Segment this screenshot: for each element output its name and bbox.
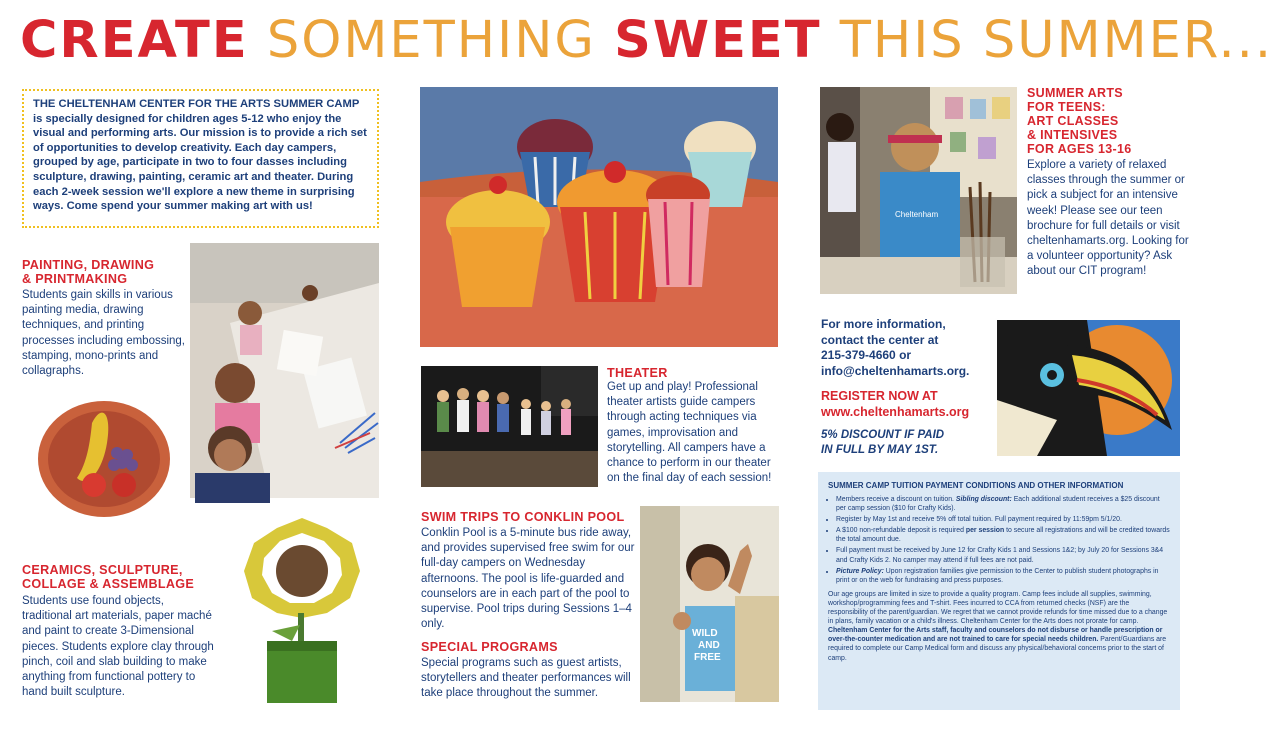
special-section xyxy=(421,640,636,702)
clay-bowl-image xyxy=(32,393,176,521)
girl-flexing-photo xyxy=(640,506,779,702)
contact-email[interactable]: info@cheltenhamarts.org. xyxy=(821,363,970,378)
painting-class-photo xyxy=(190,243,379,498)
contact-phone[interactable]: 215-379-4660 or xyxy=(821,348,912,363)
tuition-title: SUMMER CAMP TUITION PAYMENT CONDITIONS AND OTHER INFORMATION xyxy=(828,481,1124,490)
shirt-text-and: AND xyxy=(698,640,720,651)
shirt-text-free: FREE xyxy=(694,652,721,663)
discount-block xyxy=(821,428,1021,458)
flower-sculpture-image xyxy=(232,513,372,705)
discount-line2: IN FULL BY MAY 1ST. xyxy=(821,444,939,456)
headline xyxy=(20,10,1273,72)
tuition-item-4: • Full payment must be received by June 12 for Crafty Kids 1 and Sessions 1&2; by July 20 for Sessions 3&4 and Crafty Kids 2. No camper may attend if full fees are not paid. xyxy=(836,546,1170,564)
register-url[interactable]: www.cheltenhamarts.org xyxy=(821,404,970,419)
swim-section xyxy=(421,510,636,632)
teen-shirt-text: Cheltenham xyxy=(895,210,939,219)
painting-title-line1: PAINTING, DRAWING xyxy=(22,258,155,272)
swim-title: SWIM TRIPS TO CONKLIN POOL xyxy=(421,510,625,524)
tuition-info-box xyxy=(818,472,1180,710)
tuition-item-5: • Picture Policy: Upon registration families give permission to the Center to publish student photographs in print or on the web for fundraising and press purposes. xyxy=(836,567,1170,585)
register-line1: REGISTER NOW AT xyxy=(821,389,938,403)
teens-title-2: FOR TEENS: xyxy=(1027,100,1106,114)
contact-line1: For more information, xyxy=(821,317,946,331)
painting-body: Students gain skills in various painting media, drawing techniques, and printing processes including embossing, stamping, mono-prints and collagraphs. xyxy=(22,289,186,378)
special-title: SPECIAL PROGRAMS xyxy=(421,640,558,654)
theater-body: Get up and play! Professional theater artists guide campers through acting techniques via games, improvisation and storytelling. All campers have a chance to perform in our theater on the final day of each session! xyxy=(607,381,772,485)
contact-line2: contact the center at xyxy=(821,332,939,347)
ceramics-title-line1: CERAMICS, SCULPTURE, xyxy=(22,563,183,577)
teens-title-1: SUMMER ARTS xyxy=(1027,86,1123,100)
headline-sweet: SWEET xyxy=(614,11,822,70)
swim-body: Conklin Pool is a 5-minute bus ride away, and provides supervised free swim for our full-day campers on Wednesday afternoons. The pool is life-guarded and counselors are in each part of the pool to supervise. Pool trips during Sessions 1–4 only. xyxy=(421,527,635,631)
shirt-text-wild: WILD xyxy=(692,628,718,639)
painting-section xyxy=(22,258,187,379)
teen-art-photo xyxy=(820,87,1017,294)
ceramics-section xyxy=(22,563,222,700)
tuition-item-2: • Register by May 1st and receive 5% off total tuition. Full payment required by 11:59pm 5/1/20. xyxy=(836,515,1170,524)
tuition-item-3: • A $100 non-refundable deposit is required per session to secure all registrations and will be credited towards the total amount due. xyxy=(836,526,1170,544)
discount-line1: 5% DISCOUNT IF PAID xyxy=(821,429,945,441)
headline-this-summer: THIS SUMMER... xyxy=(839,11,1273,70)
special-body: Special programs such as guest artists, storytellers and theater performances will take place throughout the summer. xyxy=(421,657,631,700)
cupcake-painting xyxy=(420,87,778,347)
ceramics-body: Students use found objects, traditional art materials, paper maché and paint to create 3-Dimensional pieces. Students explore clay through pinch, coil and slab building to make anything from functional pottery to hand built sculpture. xyxy=(22,595,214,699)
teens-title-5: FOR AGES 13-16 xyxy=(1027,142,1132,156)
teens-section xyxy=(1027,86,1189,280)
teens-title-4: & INTENSIVES xyxy=(1027,128,1118,142)
tuition-item-1: • Members receive a discount on tuition. Sibling discount: Each additional student receives a $25 discount per camp session ($10 for Crafty Kids). xyxy=(836,495,1170,513)
headline-something: SOMETHING xyxy=(266,11,596,70)
painting-title-line2: & PRINTMAKING xyxy=(22,272,128,286)
tuition-list xyxy=(828,495,1170,585)
theater-section xyxy=(607,366,779,486)
intro-lead: THE CHELTENHAM CENTER FOR THE ARTS SUMMER CAMP xyxy=(33,98,360,110)
ceramics-title-line2: COLLAGE & ASSEMBLAGE xyxy=(22,577,195,591)
toucan-painting xyxy=(997,320,1180,456)
theater-photo xyxy=(421,366,598,487)
headline-create: CREATE xyxy=(20,11,249,70)
teens-body: Explore a variety of relaxed classes through the summer or pick a subject for an intensive week! Please see our teen brochure for full details or visit cheltenhamarts.org. Looking for a volunteer opportunity? Ask about our CIT program! xyxy=(1027,159,1189,278)
tuition-paragraph: Our age groups are limited in size to provide a quality program. Camp fees include all supplies, swimming, workshop/programming fees and T-shirt. Fees incurred to CCA from returned checks (NSF) are the responsibility of the parent/guardian. We regret that we cannot provide refunds for time missed due to a change in plans, family vacation or a child's illness. Cheltenham Center for the Arts does not prorate for camp. Cheltenham Center for the Arts staff, faculty and counselors do not disburse or handle prescription or over-the-counter medication and are not trained to care for special needs children. Parent/Guardians are required to complete our Camp Medical form and discuss any physical/behavioral concerns prior to the start of camp. xyxy=(828,590,1168,662)
intro-box xyxy=(22,89,379,228)
teens-title-3: ART CLASSES xyxy=(1027,114,1119,128)
intro-body: is specially designed for children ages 5-12 who enjoy the visual and performing arts. Our mission is to provide a rich set of opportunities to develop creativity. Each day campers, grouped by age, participate in two to four dasses including sculpture, drawing, painting, ceramic art and theater. During each 2-week session we'll explore a new theme in surprising ways. xyxy=(33,112,367,213)
intro-closing: Come spend your summer making art with us! xyxy=(66,200,313,213)
contact-block xyxy=(821,317,996,379)
theater-title: THEATER xyxy=(607,366,668,380)
register-block xyxy=(821,389,1021,420)
